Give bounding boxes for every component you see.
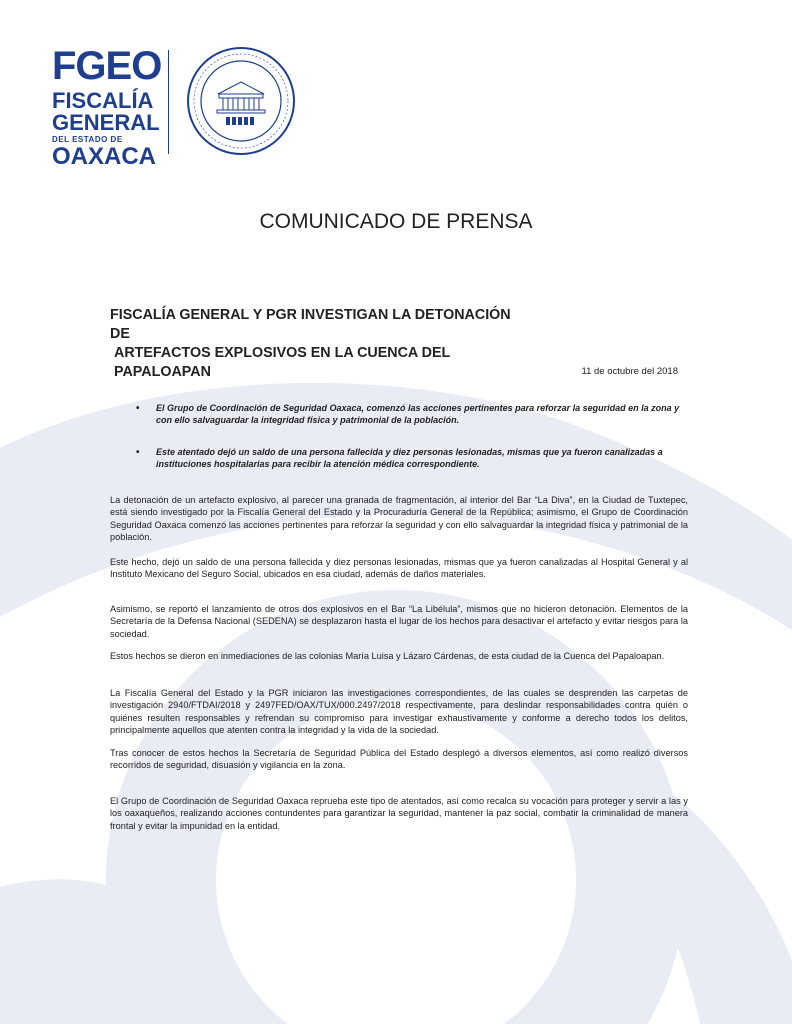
logo-abbr-text: FGEO (52, 44, 162, 88)
fgeo-logo (52, 44, 162, 170)
logo-divider (168, 50, 169, 154)
highlight-item: • Este atentado dejó un saldo de una persona fallecida y diez personas lesionadas, mismas que ya fueron canalizadas a instituciones hospitalarias para recibir la atención médica correspondiente. (136, 447, 688, 470)
body-paragraph: Tras conocer de estos hechos la Secretaría de Seguridad Pública del Estado desplegó a diversos elementos, así como realizó diversos recorridos de seguridad, disuasión y vigilancia en la zona. (110, 748, 688, 771)
logo-line-oaxaca: OAXACA (52, 143, 157, 170)
logo-abbreviation (52, 44, 162, 88)
document-type-title: COMUNICADO DE PRENSA (259, 210, 533, 233)
logo-line-fiscalia: FISCALÍA (52, 88, 154, 113)
logo-line-del-estado: DEL ESTADO DE (52, 135, 123, 144)
press-headline (110, 306, 530, 382)
body-paragraph: La Fiscalía General del Estado y la PGR iniciaron las investigaciones correspondientes, de las cuales se desprenden las carpetas de investigación 2940/FTDAI/2018 y 2497FED/OAX/TUX/000.2497/2018 respectivamente, para deslindar responsabilidades contra quién o quiénes resulten responsables y refrendan su compromiso para investigar exhaustivamente y conforme a derecho todos los delitos, principalmente aquellos que atenten contra la integridad y la vida de la sociedad. (110, 688, 688, 735)
body-paragraph: Asimismo, se reportó el lanzamiento de otros dos explosivos en el Bar “La Libélula”, mismos que no hicieron detonación. Elementos de la Secretaría de la Defensa Nacional (SEDENA) se desplazaron hasta el lugar de los hechos para desactivar el artefacto y evitar riesgos para la sociedad. (110, 604, 688, 639)
logo-line-general: GENERAL (52, 110, 160, 135)
body-paragraph: Este hecho, dejó un saldo de una persona fallecida y diez personas lesionadas, mismas que ya fueron canalizadas al Hospital General y al Instituto Mexicano del Seguro Social, ubicados en esa ciudad, además de daños materiales. (110, 557, 688, 580)
body-paragraph: La detonación de un artefacto explosivo, al parecer una granada de fragmentación, al interior del Bar “La Diva”, en la Ciudad de Tuxtepec, está siendo investigado por la Fiscalía General del Estado y la Procuraduría General de la República; asimismo, el Grupo de Coordinación Seguridad Oaxaca comenzó las acciones pertinentes para reforzar la seguridad y con ello salvaguardar la integridad física y patrimonial de la población. (110, 495, 688, 542)
body-paragraph: El Grupo de Coordinación de Seguridad Oaxaca reprueba este tipo de atentados, así como recalca su vocación para proteger y servir a las y los oaxaqueños, realizando acciones contundentes para garantizar la seguridad, mantener la paz social, combatir la criminalidad de manera frontal y evitar la impunidad en la entidad. (110, 796, 688, 831)
headline-line-2: ARTEFACTOS EXPLOSIVOS EN LA CUENCA DEL PAPALOAPAN (114, 345, 451, 380)
headline-line-1: FISCALÍA GENERAL Y PGR INVESTIGAN LA DETONACIÓN DE (110, 307, 511, 342)
publication-date: 11 de octubre del 2018 (581, 366, 678, 377)
body-paragraph: Estos hechos se dieron en inmediaciones de las colonias María Luisa y Lázaro Cárdenas, de esta ciudad de la Cuenca del Papaloapan. (110, 651, 665, 661)
highlights-list (136, 403, 688, 491)
highlight-item: • El Grupo de Coordinación de Seguridad Oaxaca, comenzó las acciones pertinentes para reforzar la seguridad en la zona y con ello salvaguardar la integridad física y patrimonial de la población. (136, 403, 688, 426)
state-building-seal-icon (186, 46, 296, 156)
